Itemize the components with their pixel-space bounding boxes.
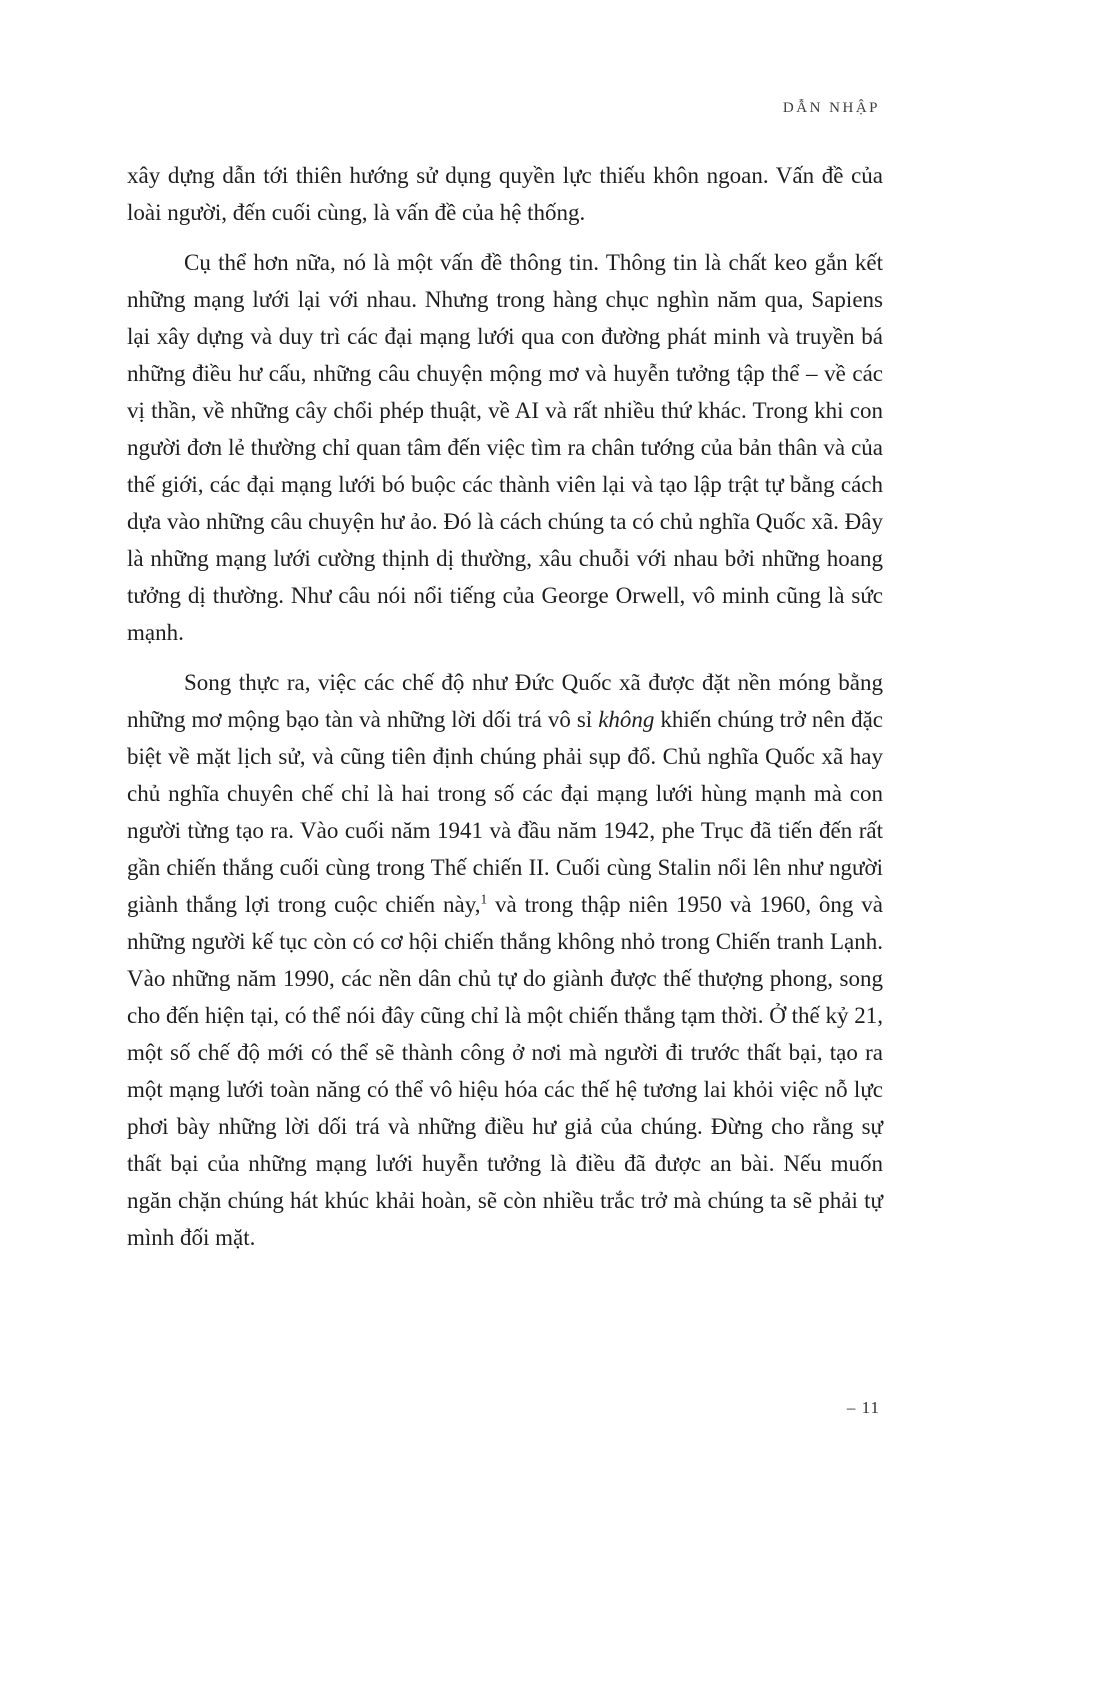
paragraph-segment: Song thực ra, việc các chế độ như Đức Quốc xã được đặt nền móng bằng những mơ mộng bạo tàn và những lời dối trá vô sỉ — [127, 670, 883, 732]
running-header: DẪN NHẬP — [782, 100, 880, 116]
paragraph-information: Cụ thể hơn nữa, nó là một vấn đề thông tin. Thông tin là chất keo gắn kết những mạng lưới lại với nhau. Nhưng trong hàng chục nghìn năm qua, Sapiens lại xây dựng và duy trì các đại mạng lưới qua con đường phát minh và truyền bá những điều hư cấu, những câu chuyện mộng mơ và huyễn tưởng tập thể – về các vị thần, về những cây chổi phép thuật, về AI và rất nhiều thứ khác. Trong khi con người đơn lẻ thường chỉ quan tâm đến việc tìm ra chân tướng của bản thân và của thế giới, các đại mạng lưới bó buộc các thành viên lại và tạo lập trật tự bằng cách dựa vào những câu chuyện hư ảo. Đó là cách chúng ta có chủ nghĩa Quốc xã. Đây là những mạng lưới cường thịnh dị thường, xâu chuỗi với nhau bởi những hoang tưởng dị thường. Như câu nói nổi tiếng của George Orwell, vô minh cũng là sức mạnh. — [127, 250, 883, 645]
italic-word: không — [598, 707, 655, 732]
page-number: – 11 — [846, 1398, 880, 1417]
paragraph-segment: khiến chúng trở nên đặc biệt về mặt lịch sử, và cũng tiên định chúng phải sụp đổ. Chủ nghĩa Quốc xã hay chủ nghĩa chuyên chế chỉ là hai trong số các đại mạng lưới hùng mạnh mà con người từng tạo ra. Vào cuối năm 1941 và đầu năm 1942, phe Trục đã tiến đến rất gần chiến thắng cuối cùng trong Thế chiến II. Cuối cùng Stalin nổi lên như người giành thắng lợi trong cuộc chiến này, — [127, 707, 883, 917]
paragraph-segment: và trong thập niên 1950 và 1960, ông và những người kế tục còn có cơ hội chiến thắng không nhỏ trong Chiến tranh Lạnh. Vào những năm 1990, các nền dân chủ tự do giành được thế thượng phong, song cho đến hiện tại, có thể nói đây cũng chỉ là một chiến thắng tạm thời. Ở thế kỷ 21, một số chế độ mới có thể sẽ thành công ở nơi mà người đi trước thất bại, tạo ra một mạng lưới toàn năng có thể vô hiệu hóa các thế hệ tương lai khỏi việc nỗ lực phơi bày những lời dối trá và những điều hư giả của chúng. Đừng cho rằng sự thất bại của những mạng lưới huyễn tưởng là điều đã được an bài. Nếu muốn ngăn chặn chúng hát khúc khải hoàn, sẽ còn nhiều trắc trở mà chúng ta sẽ phải tự mình đối mặt. — [127, 892, 883, 1250]
page-body — [127, 157, 883, 1256]
paragraph-continuation: xây dựng dẫn tới thiên hướng sử dụng quyền lực thiếu khôn ngoan. Vấn đề của loài người, đến cuối cùng, là vấn đề của hệ thống. — [127, 163, 883, 225]
paragraph-regimes — [127, 664, 883, 1256]
footnote-marker: 1 — [480, 891, 488, 907]
